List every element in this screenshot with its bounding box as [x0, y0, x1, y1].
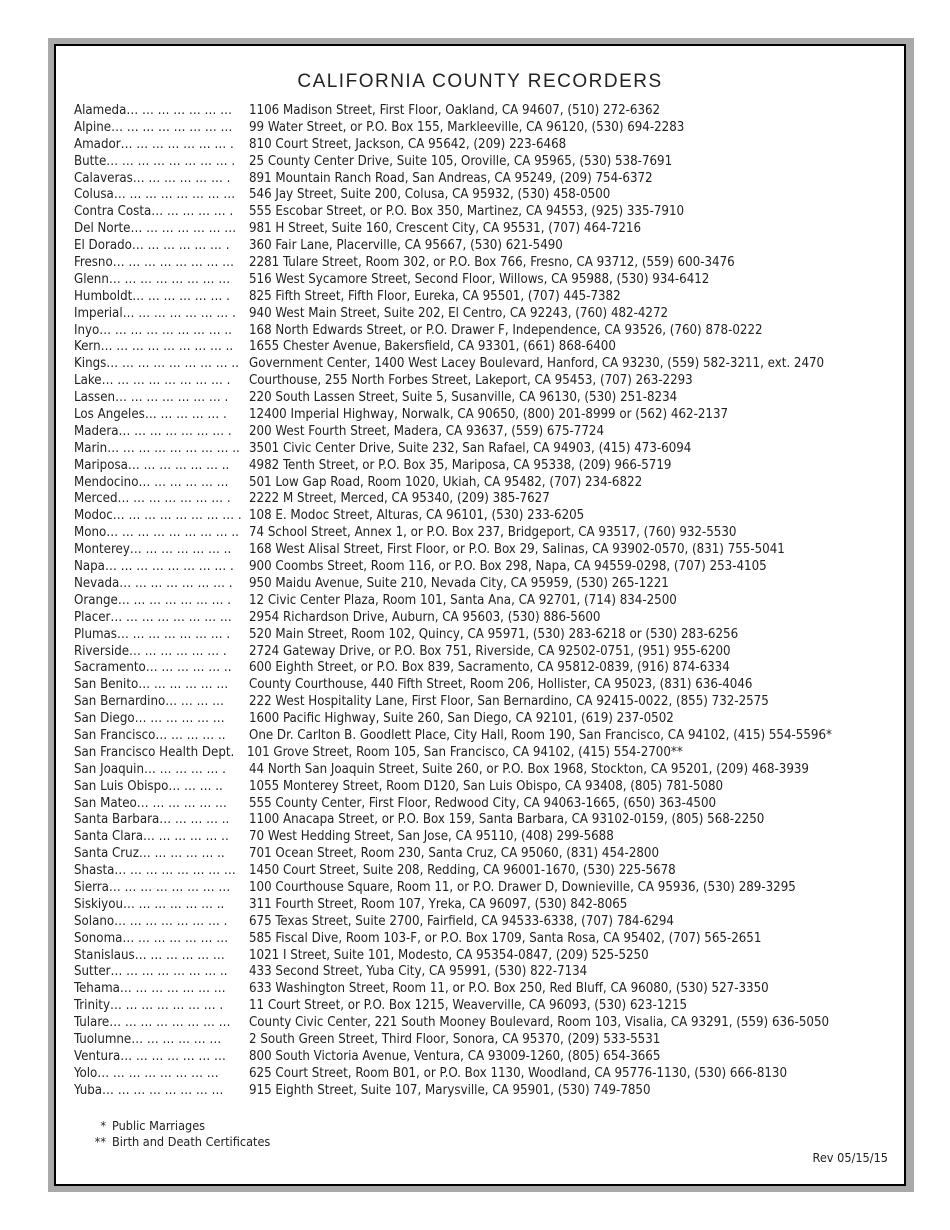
- recorder-address: 520 Main Street, Room 102, Quincy, CA 95971, (530) 283-6218 or (530) 283-6256: [249, 626, 739, 642]
- recorder-row: [74, 306, 894, 323]
- recorder-address: 108 E. Modoc Street, Alturas, CA 96101, (530) 233-6205: [249, 508, 585, 524]
- county-name: Humboldt… … … … … … .: [74, 288, 230, 304]
- recorder-address: 701 Ocean Street, Room 230, Santa Cruz, CA 95060, (831) 454-2800: [249, 846, 660, 862]
- recorder-row: [74, 407, 894, 424]
- recorder-address: 168 North Edwards Street, or P.O. Drawer F, Independence, CA 93526, (760) 878-0222: [249, 322, 763, 338]
- footnotes: [81, 1118, 270, 1150]
- recorder-list: [74, 103, 894, 1100]
- county-name: Stanislaus… … … … … …: [74, 947, 225, 963]
- recorder-address: 12400 Imperial Highway, Norwalk, CA 90650, (800) 201-8999 or (562) 462-2137: [249, 407, 729, 423]
- recorder-row: [74, 762, 894, 779]
- recorder-row: [74, 171, 894, 188]
- recorder-row: [74, 491, 894, 508]
- county-name: Nevada… … … … … … … .: [74, 575, 233, 591]
- recorder-row: [74, 694, 894, 711]
- recorder-address: 915 Eighth Street, Suite 107, Marysville, CA 95901, (530) 749-7850: [249, 1082, 651, 1098]
- county-name: Tehama… … … … … … …: [74, 981, 226, 997]
- county-name: Alpine… … … … … … … …: [74, 119, 233, 135]
- recorder-row: [74, 660, 894, 677]
- county-name: Amador… … … … … … … .: [74, 136, 234, 152]
- recorder-row: [74, 796, 894, 813]
- county-name: Mariposa… … … … … … ..: [74, 457, 230, 473]
- county-name: Shasta… … … … … … … …: [74, 863, 236, 879]
- recorder-address: 2724 Gateway Drive, or P.O. Box 751, Riverside, CA 92502-0751, (951) 955-6200: [249, 643, 731, 659]
- recorder-row: [74, 812, 894, 829]
- recorder-row: [74, 863, 894, 880]
- recorder-row: [74, 356, 894, 373]
- recorder-row: [74, 339, 894, 356]
- county-name: Los Angeles… … … … … .: [74, 407, 227, 423]
- recorder-address: 600 Eighth Street, or P.O. Box 839, Sacramento, CA 95812-0839, (916) 874-6334: [249, 660, 730, 676]
- recorder-address: 555 Escobar Street, or P.O. Box 350, Martinez, CA 94553, (925) 335-7910: [249, 204, 685, 220]
- county-name: Tulare… … … … … … … …: [74, 1015, 231, 1031]
- county-name: Kern… … … … … … … … ..: [74, 339, 234, 355]
- recorder-row: [74, 1066, 894, 1083]
- county-name: Contra Costa… … … … … .: [74, 204, 234, 220]
- recorder-address: 516 West Sycamore Street, Second Floor, Willows, CA 95988, (530) 934-6412: [249, 271, 710, 287]
- page-content: [54, 44, 906, 1186]
- recorder-address: 1021 I Street, Suite 101, Modesto, CA 95354-0847, (209) 525-5250: [249, 947, 649, 963]
- revision-date: Rev 05/15/15: [812, 1150, 888, 1165]
- recorder-address: 25 County Center Drive, Suite 105, Oroville, CA 95965, (530) 538-7691: [249, 153, 673, 169]
- recorder-row: [74, 255, 894, 272]
- recorder-address: 501 Low Gap Road, Room 1020, Ukiah, CA 95482, (707) 234-6822: [249, 474, 643, 490]
- recorder-row: [74, 542, 894, 559]
- recorder-address: 1655 Chester Avenue, Bakersfield, CA 93301, (661) 868-6400: [249, 339, 616, 355]
- recorder-address: 44 North San Joaquin Street, Suite 260, or P.O. Box 1968, Stockton, CA 95201, (209) 468-3939: [249, 761, 809, 777]
- recorder-address: 1100 Anacapa Street, or P.O. Box 159, Santa Barbara, CA 93102-0159, (805) 568-2250: [249, 812, 765, 828]
- county-name: Modoc… … … … … … … … .: [74, 508, 242, 524]
- recorder-row: [74, 914, 894, 931]
- recorder-row: [74, 137, 894, 154]
- recorder-row: [74, 373, 894, 390]
- recorder-address: 1055 Monterey Street, Room D120, San Luis Obispo, CA 93408, (805) 781-5080: [249, 778, 724, 794]
- footnote-text: Public Marriages: [112, 1118, 206, 1133]
- county-name: Lake… … … … … … … … .: [74, 373, 231, 389]
- recorder-row: [74, 897, 894, 914]
- recorder-row: [74, 779, 894, 796]
- recorder-row: [74, 593, 894, 610]
- recorder-address: 433 Second Street, Yuba City, CA 95991, (530) 822-7134: [249, 964, 588, 980]
- county-name: Colusa… … … … … … … …: [74, 187, 236, 203]
- recorder-row: [74, 677, 894, 694]
- recorder-address: 360 Fair Lane, Placerville, CA 95667, (530) 621-5490: [249, 238, 563, 254]
- recorder-row: [74, 187, 894, 204]
- recorder-row: [74, 508, 894, 525]
- county-name: Marin… … … … … … … … ..: [74, 440, 240, 456]
- recorder-row: [74, 627, 894, 644]
- recorder-row: [74, 745, 894, 762]
- county-name: San Luis Obispo… … … ..: [74, 778, 223, 794]
- recorder-address: 2281 Tulare Street, Room 302, or P.O. Box 766, Fresno, CA 93712, (559) 600-3476: [249, 255, 735, 271]
- recorder-address: 70 West Hedding Street, San Jose, CA 95110, (408) 299-5688: [249, 829, 614, 845]
- recorder-row: [74, 1049, 894, 1066]
- recorder-row: [74, 964, 894, 981]
- county-name: Riverside… … … … … … .: [74, 643, 227, 659]
- recorder-row: [74, 204, 894, 221]
- recorder-address: 168 West Alisal Street, First Floor, or P.O. Box 29, Salinas, CA 93902-0570, (831) 755-5041: [249, 542, 785, 558]
- county-name: Lassen… … … … … … … .: [74, 390, 229, 406]
- recorder-address: 950 Maidu Avenue, Suite 210, Nevada City, CA 95959, (530) 265-1221: [249, 575, 669, 591]
- county-name: Plumas… … … … … … … .: [74, 626, 231, 642]
- recorder-row: [74, 559, 894, 576]
- recorder-row: [74, 1032, 894, 1049]
- recorder-row: [74, 728, 894, 745]
- recorder-row: [74, 846, 894, 863]
- recorder-address: 810 Court Street, Jackson, CA 95642, (209) 223-6468: [249, 136, 567, 152]
- recorder-row: [74, 323, 894, 340]
- recorder-address: 1106 Madison Street, First Floor, Oakland, CA 94607, (510) 272-6362: [249, 103, 661, 118]
- county-name: Solano… … … … … … … .: [74, 913, 228, 929]
- footnote-text: Birth and Death Certificates: [112, 1134, 271, 1149]
- recorder-address: 1600 Pacific Highway, Suite 260, San Diego, CA 92101, (619) 237-0502: [249, 711, 674, 727]
- recorder-row: [74, 221, 894, 238]
- recorder-address: 825 Fifth Street, Fifth Floor, Eureka, CA 95501, (707) 445-7382: [249, 288, 621, 304]
- recorder-row: [74, 829, 894, 846]
- recorder-address: 1450 Court Street, Suite 208, Redding, CA 96001-1670, (530) 225-5678: [249, 863, 676, 879]
- county-name: San Francisco Health Dept.: [74, 744, 235, 760]
- recorder-address: County Courthouse, 440 Fifth Street, Room 206, Hollister, CA 95023, (831) 636-4046: [249, 677, 753, 693]
- footnote-mark: *: [100, 1118, 106, 1133]
- recorder-address: 625 Court Street, Room B01, or P.O. Box 1130, Woodland, CA 95776-1130, (530) 666-8130: [249, 1065, 788, 1081]
- recorder-row: [74, 154, 894, 171]
- recorder-address: 74 School Street, Annex 1, or P.O. Box 237, Bridgeport, CA 93517, (760) 932-5530: [249, 525, 737, 541]
- county-name: San Diego… … … … … …: [74, 711, 225, 727]
- recorder-address: 900 Coombs Street, Room 116, or P.O. Box 298, Napa, CA 94559-0298, (707) 253-4105: [249, 559, 767, 575]
- recorder-address: 12 Civic Center Plaza, Room 101, Santa Ana, CA 92701, (714) 834-2500: [249, 592, 677, 608]
- recorder-address: 981 H Street, Suite 160, Crescent City, CA 95531, (707) 464-7216: [249, 221, 642, 237]
- recorder-address: 99 Water Street, or P.O. Box 155, Markleeville, CA 96120, (530) 694-2283: [249, 119, 685, 135]
- county-name: San Mateo… … … … … …: [74, 795, 227, 811]
- county-name: Trinity… … … … … … … .: [74, 998, 224, 1014]
- recorder-address: 200 West Fourth Street, Madera, CA 93637, (559) 675-7724: [249, 423, 604, 439]
- county-name: Yolo… … … … … … … …: [74, 1065, 219, 1081]
- recorder-address: Government Center, 1400 West Lacey Boulevard, Hanford, CA 93230, (559) 582-3211, ext. 2470: [249, 356, 825, 372]
- footnote-mark: **: [94, 1134, 106, 1149]
- recorder-row: [74, 289, 894, 306]
- recorder-address: 100 Courthouse Square, Room 11, or P.O. Drawer D, Downieville, CA 95936, (530) 289-3295: [249, 879, 796, 895]
- county-name: San Benito… … … … … …: [74, 677, 229, 693]
- recorder-row: [74, 711, 894, 728]
- recorder-address: 585 Fiscal Dive, Room 103-F, or P.O. Box 1709, Santa Rosa, CA 95402, (707) 565-2651: [249, 930, 762, 946]
- recorder-address: 11 Court Street, or P.O. Box 1215, Weaverville, CA 96093, (530) 623-1215: [249, 998, 688, 1014]
- recorder-row: [74, 424, 894, 441]
- county-name: San Francisco… … … … ..: [74, 727, 226, 743]
- recorder-address: 891 Mountain Ranch Road, San Andreas, CA 95249, (209) 754-6372: [249, 170, 653, 186]
- county-name: Calaveras… … … … … … .: [74, 170, 231, 186]
- county-name: Napa… … … … … … … … .: [74, 559, 234, 575]
- county-name: Santa Cruz… … … … … ..: [74, 846, 225, 862]
- recorder-row: [74, 880, 894, 897]
- county-name: Orange… … … … … … … .: [74, 592, 232, 608]
- county-name: Sutter… … … … … … … ..: [74, 964, 228, 980]
- recorder-row: [74, 272, 894, 289]
- recorder-row: [74, 238, 894, 255]
- recorder-address: Courthouse, 255 North Forbes Street, Lakeport, CA 95453, (707) 263-2293: [249, 373, 693, 389]
- county-name: Imperial… … … … … … … .: [74, 305, 236, 321]
- county-name: Alameda… … … … … … …: [74, 103, 233, 118]
- recorder-address: 311 Fourth Street, Room 107, Yreka, CA 96097, (530) 842-8065: [249, 896, 628, 912]
- county-name: Del Norte… … … … … … …: [74, 221, 237, 237]
- recorder-row: [74, 1015, 894, 1032]
- recorder-address: 800 South Victoria Avenue, Ventura, CA 93009-1260, (805) 654-3665: [249, 1048, 661, 1064]
- recorder-row: [74, 644, 894, 661]
- county-name: Siskiyou… … … … … … ..: [74, 896, 225, 912]
- recorder-address: 546 Jay Street, Suite 200, Colusa, CA 95932, (530) 458-0500: [249, 187, 611, 203]
- recorder-row: [74, 441, 894, 458]
- county-name: Madera… … … … … … … .: [74, 423, 232, 439]
- recorder-address: One Dr. Carlton B. Goodlett Place, City Hall, Room 190, San Francisco, CA 94102, (415) 554-5596*: [249, 727, 832, 743]
- recorder-address: 101 Grove Street, Room 105, San Francisco, CA 94102, (415) 554-2700**: [247, 744, 683, 760]
- recorder-address: 3501 Civic Center Drive, Suite 232, San Rafael, CA 94903, (415) 473-6094: [249, 440, 692, 456]
- recorder-row: [74, 576, 894, 593]
- county-name: Sacramento… … … … … ..: [74, 660, 232, 676]
- county-name: Sonoma… … … … … … …: [74, 930, 229, 946]
- recorder-address: 2222 M Street, Merced, CA 95340, (209) 385-7627: [249, 491, 550, 507]
- recorder-address: 555 County Center, First Floor, Redwood City, CA 94063-1665, (650) 363-4500: [249, 795, 717, 811]
- county-name: Glenn… … … … … … … …: [74, 271, 231, 287]
- county-name: El Dorado… … … … … … .: [74, 238, 230, 254]
- county-name: Sierra… … … … … … … …: [74, 879, 231, 895]
- footnote: [81, 1118, 270, 1134]
- recorder-address: 633 Washington Street, Room 11, or P.O. Box 250, Red Bluff, CA 96080, (530) 527-3350: [249, 981, 769, 997]
- county-name: Tuolumne… … … … … …: [74, 1031, 222, 1047]
- recorder-row: [74, 458, 894, 475]
- county-name: San Bernardino… … … …: [74, 694, 224, 710]
- county-name: Inyo… … … … … … … … ..: [74, 322, 232, 338]
- county-name: Kings… … … … … … … … ..: [74, 356, 239, 372]
- county-name: San Joaquin… … … … … .: [74, 761, 226, 777]
- county-name: Butte… … … … … … … … .: [74, 153, 236, 169]
- recorder-address: 222 West Hospitality Lane, First Floor, San Bernardino, CA 92415-0022, (855) 732-2575: [249, 694, 769, 710]
- recorder-address: 2 South Green Street, Third Floor, Sonora, CA 95370, (209) 533-5531: [249, 1031, 661, 1047]
- county-name: Yuba… … … … … … … …: [74, 1082, 224, 1098]
- recorder-row: [74, 610, 894, 627]
- county-name: Merced… … … … … … … .: [74, 491, 231, 507]
- county-name: Placer… … … … … … … …: [74, 609, 232, 625]
- county-name: Santa Clara… … … … … ..: [74, 829, 229, 845]
- page-title: CALIFORNIA COUNTY RECORDERS: [297, 71, 663, 92]
- recorder-row: [74, 1083, 894, 1100]
- recorder-address: 4982 Tenth Street, or P.O. Box 35, Mariposa, CA 95338, (209) 966-5719: [249, 457, 672, 473]
- county-name: Santa Barbara… … … … ..: [74, 812, 230, 828]
- county-name: Mono… … … … … … … … ..: [74, 525, 239, 541]
- recorder-row: [74, 103, 894, 120]
- page-frame: [48, 38, 914, 1192]
- county-name: Mendocino… … … … … …: [74, 474, 229, 490]
- footnote: [81, 1134, 270, 1150]
- recorder-row: [74, 475, 894, 492]
- recorder-address: 2954 Richardson Drive, Auburn, CA 95603, (530) 886-5600: [249, 609, 601, 625]
- recorder-row: [74, 525, 894, 542]
- recorder-address: 675 Texas Street, Suite 2700, Fairfield, CA 94533-6338, (707) 784-6294: [249, 913, 674, 929]
- recorder-address: County Civic Center, 221 South Mooney Boulevard, Room 103, Visalia, CA 93291, (559) 636-5050: [249, 1015, 830, 1031]
- recorder-row: [74, 948, 894, 965]
- recorder-row: [74, 998, 894, 1015]
- county-name: Fresno… … … … … … … …: [74, 255, 235, 271]
- recorder-address: 940 West Main Street, Suite 202, El Centro, CA 92243, (760) 482-4272: [249, 305, 669, 321]
- recorder-row: [74, 120, 894, 137]
- recorder-address: 220 South Lassen Street, Suite 5, Susanville, CA 96130, (530) 251-8234: [249, 390, 678, 406]
- recorder-row: [74, 390, 894, 407]
- recorder-row: [74, 931, 894, 948]
- county-name: Monterey… … … … … … ..: [74, 542, 232, 558]
- county-name: Ventura… … … … … … …: [74, 1048, 226, 1064]
- recorder-row: [74, 981, 894, 998]
